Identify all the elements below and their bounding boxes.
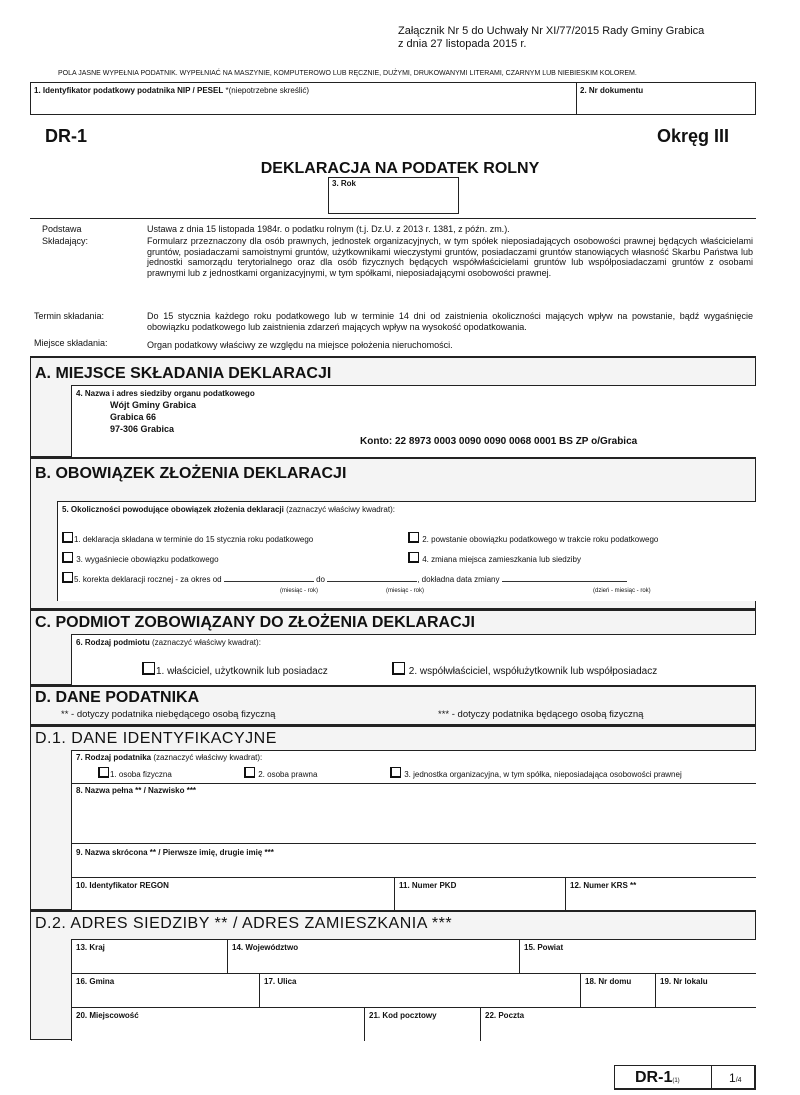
attachment-line-1: Załącznik Nr 5 do Uchwały Nr XI/77/2015 Rady Gminy Grabica (398, 25, 705, 37)
office-address-field (71, 385, 756, 458)
change-date-input[interactable] (502, 576, 627, 582)
post-office-field[interactable] (480, 1007, 756, 1041)
place-text: Organ podatkowy właściwy ze względu na miejsce położenia nieruchomości. (147, 340, 453, 350)
taxpayer-id-field[interactable] (30, 82, 577, 115)
footer-divider (711, 1066, 712, 1089)
filer-label: Składający: (42, 236, 89, 246)
taxpayer-type-option-3[interactable]: 3. jednostka organizacyjna, w tym spółka, nieposiadająca osobowości prawnej (390, 767, 682, 779)
house-number-field[interactable] (580, 973, 655, 1007)
country-label: 13. Kraj (76, 943, 105, 952)
circ-option-4[interactable]: 4. zmiana miejsca zamieszkania lub siedziby (408, 552, 581, 564)
basis-label: Podstawa (42, 224, 82, 234)
taxpayer-type-option-1[interactable]: 1. osoba fizyczna (98, 767, 172, 779)
info-block (30, 218, 756, 356)
county-field[interactable] (519, 939, 756, 973)
subject-option-2[interactable]: 2. współwłaściciel, współużytkownik lub współposiadacz (392, 662, 657, 677)
voivodeship-label: 14. Województwo (232, 943, 299, 952)
taxpayer-type-label: 7. Rodzaj podatnika (zaznaczyć właściwy kwadrat): (76, 753, 263, 762)
post-office-label: 22. Poczta (485, 1011, 525, 1020)
pkd-label: 11. Numer PKD (399, 881, 457, 890)
voivodeship-field[interactable] (227, 939, 519, 973)
short-name-label: 9. Nazwa skrócona ** / Pierwsze imię, drugie imię *** (76, 848, 274, 857)
commune-label: 16. Gmina (76, 977, 115, 986)
locality-label: 20. Miejscowość (76, 1011, 139, 1020)
section-a-title: A. MIEJSCE SKŁADANIA DEKLARACJI (35, 365, 332, 382)
hint-exact: (dzień - miesiąc - rok) (593, 588, 651, 594)
office-city: 97-306 Grabica (110, 424, 175, 434)
hint-to: (miesiąc - rok) (386, 588, 425, 594)
circumstances-field (57, 501, 756, 601)
section-c-title: C. PODMIOT ZOBOWIĄZANY DO ZŁOŻENIA DEKLARACJI (35, 614, 475, 631)
checkbox-icon[interactable] (62, 532, 73, 543)
footer-code-box (614, 1065, 756, 1090)
place-label: Miejsce składania: (34, 338, 108, 348)
deadline-text: Do 15 stycznia każdego roku podatkowego lub w terminie 14 dni od zaistnienia okoliczności mających wpływ na powstanie, bądź wygaśnięcie obowiązku podatkowego lub zaistnienia zdarzeń mających wpływ na wysokość opodatkowania. (147, 311, 753, 332)
section-b (30, 457, 756, 609)
commune-field[interactable] (71, 973, 259, 1007)
district: Okręg III (657, 126, 730, 146)
basis-text: Ustawa z dnia 15 listopada 1984r. o podatku rolnym (t.j. Dz.U. z 2013 r. 1381, z późn. zm.). (147, 224, 510, 234)
attachment-note (398, 25, 704, 51)
checkbox-icon[interactable] (62, 552, 73, 563)
section-d2-title: D.2. ADRES SIEDZIBY ** / ADRES ZAMIESZKANIA *** (35, 915, 453, 932)
document-number-label: 2. Nr dokumentu (580, 86, 644, 95)
circ-option-1[interactable]: 1. deklaracja składana w terminie do 15 stycznia roku podatkowego (62, 532, 313, 544)
hint-from: (miesiąc - rok) (280, 588, 319, 594)
section-d2 (30, 910, 756, 1040)
apartment-number-field[interactable] (655, 973, 756, 1007)
taxpayer-type-field (71, 750, 756, 783)
office-address-label: 4. Nazwa i adres siedziby organu podatkowego (76, 389, 255, 398)
regon-field[interactable] (71, 877, 394, 911)
subject-type-label: 6. Rodzaj podmiotu (zaznaczyć właściwy kwadrat): (76, 638, 261, 647)
checkbox-icon[interactable] (408, 532, 419, 543)
bank-account: Konto: 22 8973 0003 0090 0090 0068 0001 BS ZP o/Grabica (360, 436, 638, 447)
subject-type-field (71, 634, 756, 686)
section-d-title: D. DANE PODATNIKA (35, 689, 200, 706)
locality-field[interactable] (71, 1007, 364, 1041)
taxpayer-type-option-2[interactable]: 2. osoba prawna (244, 767, 317, 779)
year-label: 3. Rok (332, 179, 357, 188)
section-d1 (30, 725, 756, 910)
checkbox-icon[interactable] (62, 572, 73, 583)
krs-label: 12. Numer KRS ** (570, 881, 637, 890)
section-b-title: B. OBOWIĄZEK ZŁOŻENIA DEKLARACJI (35, 465, 347, 482)
county-label: 15. Powiat (524, 943, 564, 952)
year-field[interactable] (328, 177, 459, 214)
note-natural-person: *** - dotyczy podatnika będącego osobą fizyczną (438, 709, 644, 720)
section-d (30, 685, 756, 725)
street-field[interactable] (259, 973, 580, 1007)
filer-text: Formularz przeznaczony dla osób prawnych, jednostek organizacyjnych, w tym spółek nieposiadających osobowości prawnej będących właścicielami gruntów, posiadaczami samoistnymi gruntów, użytkownikami wieczystymi gruntów, posiadaczami gruntów stanowiących własność Skarbu Państwa lub jednostki samorządu terytorialnego oraz dla osób fizycznych będących współwłaścicielami gruntów lub współposiadaczami gruntów z osobami prawnymi lub z jednostkami organizacyjnymi, w tym spółkami, nieposiadającymi osobowości prawnej. (147, 236, 753, 278)
subject-option-1[interactable]: 1. właściciel, użytkownik lub posiadacz (142, 662, 328, 677)
checkbox-icon[interactable] (408, 552, 419, 563)
checkbox-icon[interactable] (390, 767, 401, 778)
office-name: Wójt Gminy Grabica (110, 400, 197, 410)
postal-code-label: 21. Kod pocztowy (369, 1011, 437, 1020)
circ-option-2[interactable]: 2. powstanie obowiązku podatkowego w trakcie roku podatkowego (408, 532, 658, 544)
krs-field[interactable] (565, 877, 756, 911)
page-number: 1/4 (729, 1071, 742, 1085)
section-a (30, 356, 756, 457)
checkbox-icon[interactable] (392, 662, 405, 675)
street-label: 17. Ulica (264, 977, 297, 986)
period-to-input[interactable] (327, 576, 417, 582)
section-c (30, 609, 756, 685)
circ-option-3[interactable]: 3. wygaśniecie obowiązku podatkowego (62, 552, 219, 564)
postal-code-field[interactable] (364, 1007, 480, 1041)
full-name-label: 8. Nazwa pełna ** / Nazwisko *** (76, 786, 197, 795)
house-number-label: 18. Nr domu (585, 977, 632, 986)
circ-option-5[interactable]: 5. korekta deklaracji rocznej - za okres od do , dokładna data zmiany (62, 572, 627, 584)
form-code: DR-1 (45, 126, 88, 146)
footer-form-code: DR-1(1) (635, 1069, 680, 1086)
attachment-line-2: z dnia 27 listopada 2015 r. (398, 38, 527, 50)
regon-label: 10. Identyfikator REGON (76, 881, 169, 890)
short-name-field[interactable] (71, 843, 756, 877)
page-title: DEKLARACJA NA PODATEK ROLNY (260, 160, 540, 177)
note-legal-entity: ** - dotyczy podatnika niebędącego osobą fizyczną (61, 709, 276, 720)
checkbox-icon[interactable] (142, 662, 155, 675)
pkd-field[interactable] (394, 877, 565, 911)
deadline-label: Termin składania: (34, 311, 105, 321)
circumstances-label: 5. Okoliczności powodujące obowiązek złożenia deklaracji (zaznaczyć właściwy kwadrat): (62, 505, 395, 514)
office-street: Grabica 66 (110, 412, 157, 422)
checkbox-icon[interactable] (244, 767, 255, 778)
apartment-number-label: 19. Nr lokalu (660, 977, 708, 986)
taxpayer-id-label: 1. Identyfikator podatkowy podatnika NIP / PESEL *(niepotrzebne skreślić) (34, 86, 310, 95)
fill-instruction: POLA JASNE WYPEŁNIA PODATNIK. WYPEŁNIAĆ NA MASZYNIE, KOMPUTEROWO LUB RĘCZNIE, DUŻYMI, DRUKOWANYMI LITERAMI, CZARNYM LUB NIEBIESKIM KOLOREM. (58, 70, 637, 77)
full-name-field[interactable] (71, 783, 756, 843)
section-d1-title: D.1. DANE IDENTYFIKACYJNE (35, 730, 277, 747)
document-number-field[interactable] (576, 82, 756, 115)
period-from-input[interactable] (224, 576, 314, 582)
checkbox-icon[interactable] (98, 767, 109, 778)
country-field[interactable] (71, 939, 227, 973)
